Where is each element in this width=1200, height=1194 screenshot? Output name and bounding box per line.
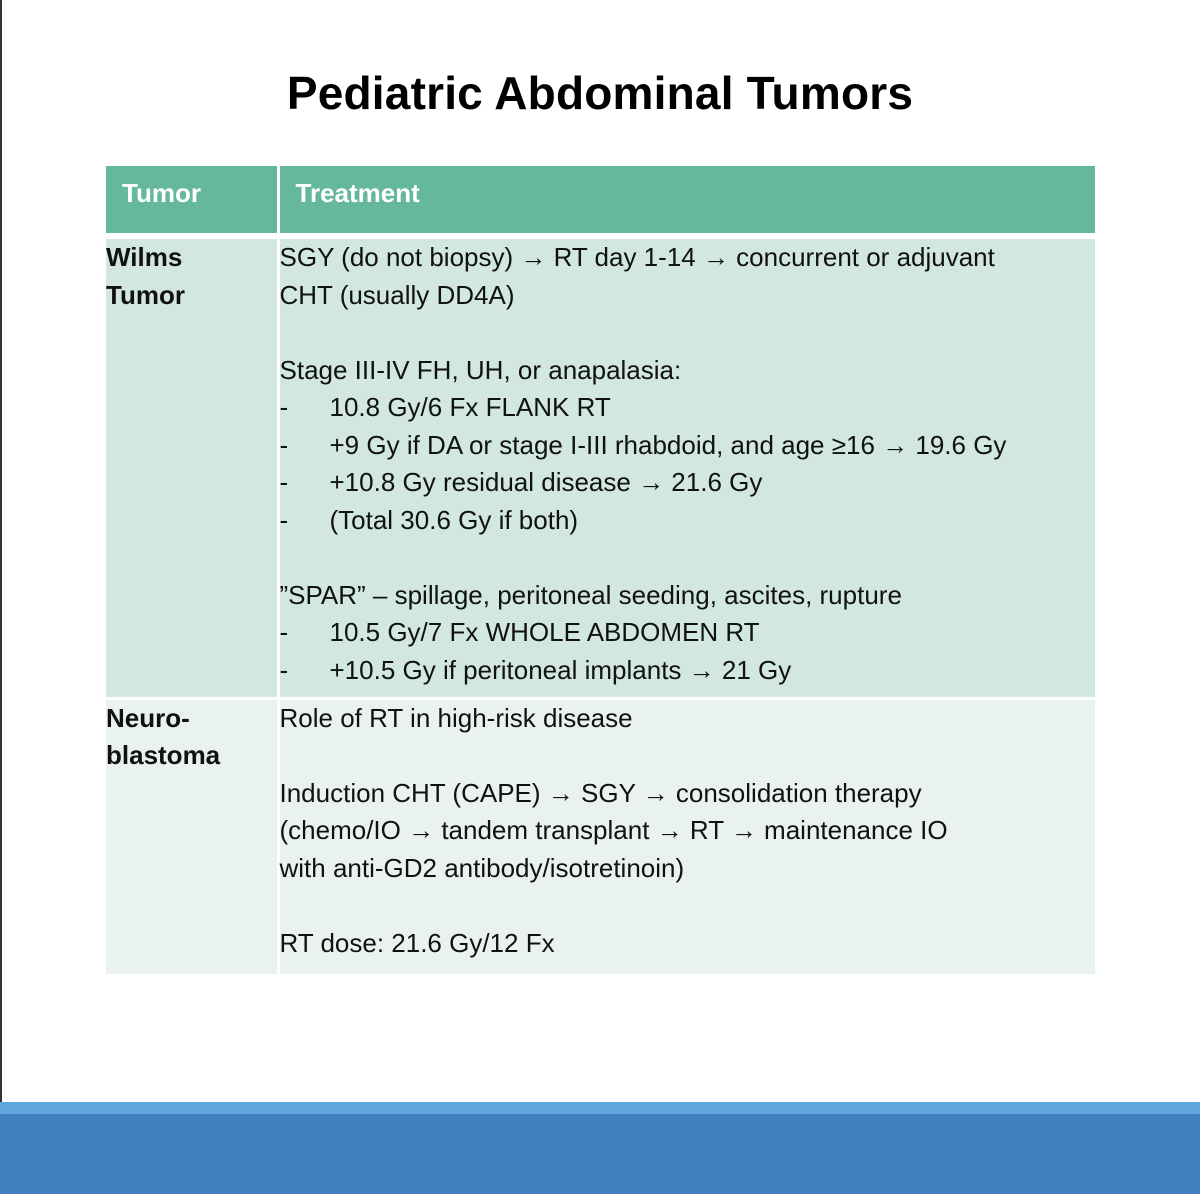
treatment-line: Induction CHT (CAPE) → SGY → consolidation therapy (279, 777, 922, 808)
table-row-wilms (106, 236, 1095, 698)
treatment-line: Stage III-IV FH, UH, or anapalasia: (279, 354, 682, 385)
bullet-item: - 10.8 Gy/6 Fx FLANK RT (279, 392, 611, 422)
tumor-name-neuroblastoma: Neuro- blastoma (106, 698, 278, 974)
treatment-line: SGY (do not biopsy) → RT day 1-14 → concurrent or adjuvant (279, 242, 995, 272)
table-header-row (106, 166, 1095, 236)
treatment-wilms (278, 236, 1095, 698)
footer-band (0, 1114, 1200, 1194)
treatment-line: ”SPAR” – spillage, peritoneal seeding, ascites, rupture (279, 579, 902, 610)
slide-title: Pediatric Abdominal Tumors (286, 67, 914, 119)
treatment-line: (chemo/IO → tandem transplant → RT → maintenance IO (279, 815, 948, 845)
treatment-neuroblastoma (278, 698, 1095, 974)
treatment-line: RT dose: 21.6 Gy/12 Fx (279, 927, 555, 958)
treatment-line: Role of RT in high-risk disease (279, 702, 633, 733)
bullet-item: - 10.5 Gy/7 Fx WHOLE ABDOMEN RT (279, 617, 760, 647)
footer-band-accent (0, 1102, 1200, 1114)
bullet-item: - +9 Gy if DA or stage I-III rhabdoid, and age ≥16 → 19.6 Gy (279, 429, 1007, 460)
tumor-treatment-table (106, 166, 1095, 974)
header-treatment: Treatment (278, 166, 1095, 236)
treatment-line: CHT (usually DD4A) (279, 279, 515, 310)
bullet-item: - +10.8 Gy residual disease → 21.6 Gy (279, 467, 763, 497)
slide-left-edge (0, 0, 2, 1105)
table-row-neuroblastoma (106, 698, 1095, 974)
tumor-name-wilms: Wilms Tumor (106, 236, 278, 698)
bullet-item: - +10.5 Gy if peritoneal implants → 21 Gy (279, 654, 792, 685)
header-tumor: Tumor (106, 166, 278, 236)
treatment-line: with anti-GD2 antibody/isotretinoin) (279, 852, 685, 883)
bullet-item: - (Total 30.6 Gy if both) (279, 504, 579, 535)
